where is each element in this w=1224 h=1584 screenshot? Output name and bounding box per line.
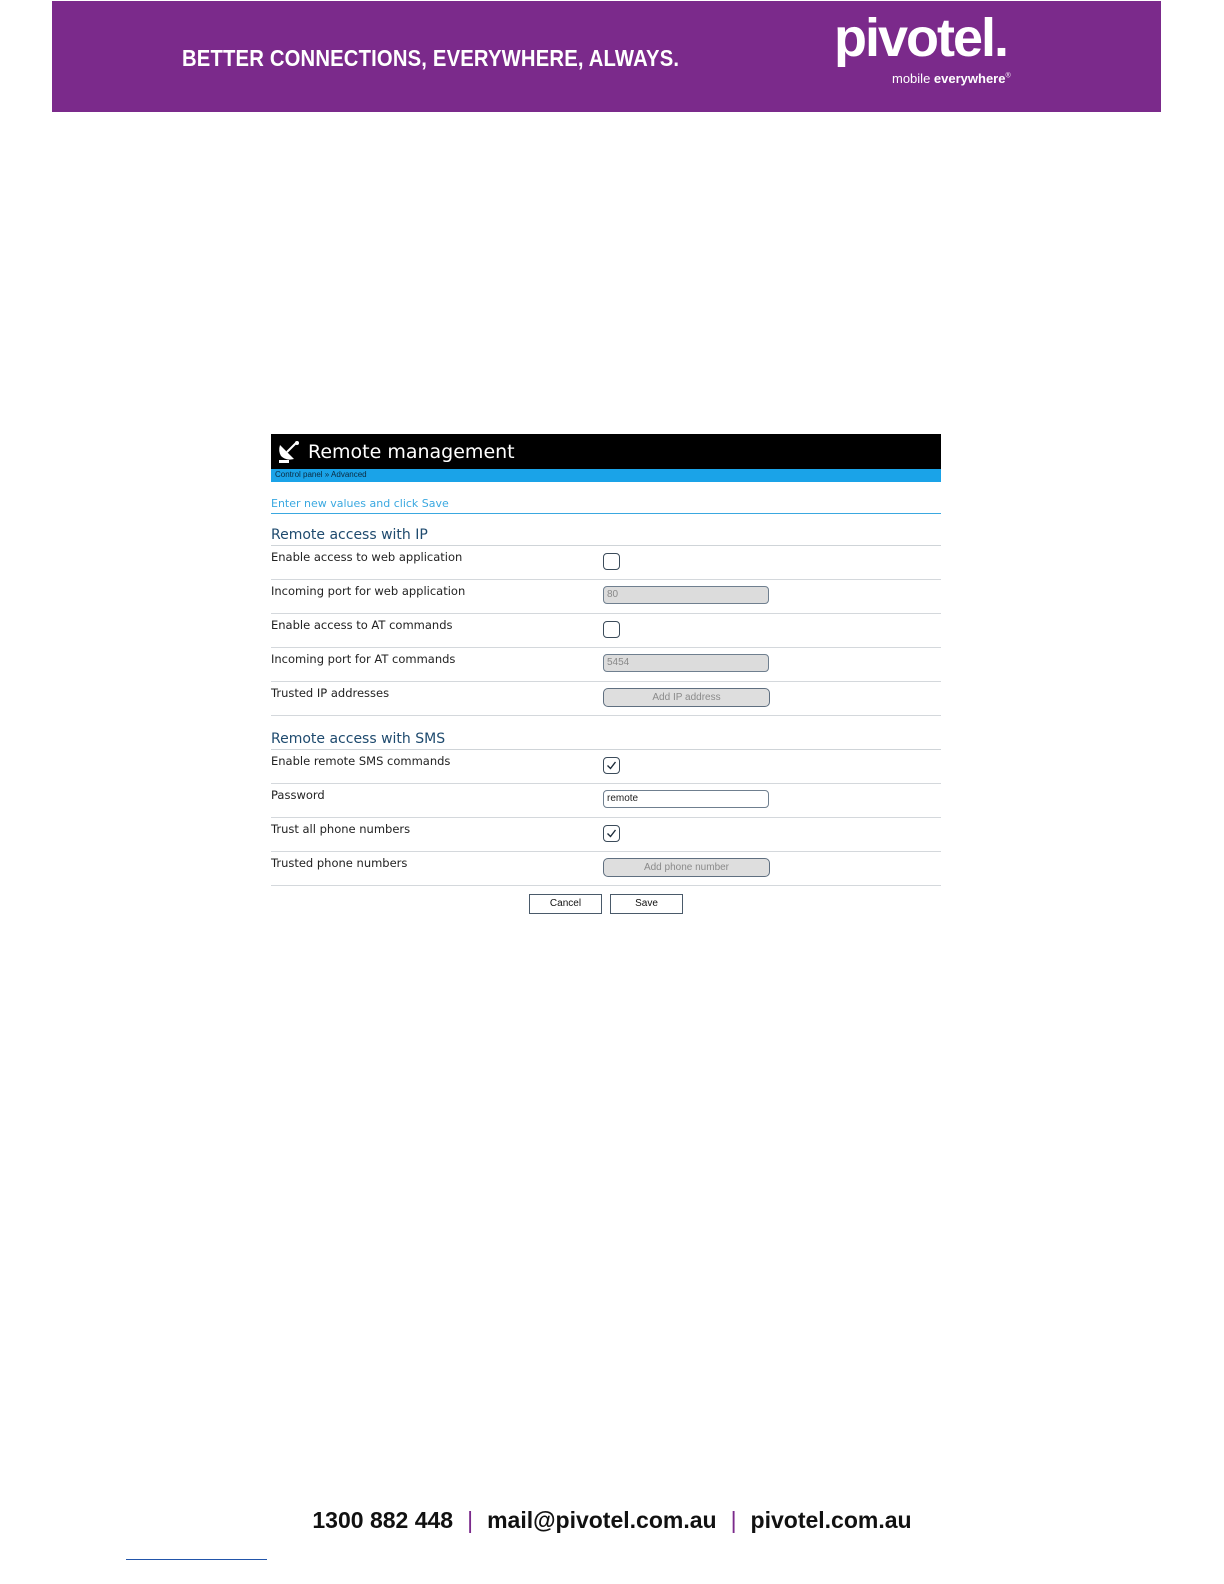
satellite-dish-icon — [276, 439, 302, 465]
section-title-sms: Remote access with SMS — [271, 730, 941, 750]
tagline: BETTER CONNECTIONS, EVERYWHERE, ALWAYS. — [182, 45, 680, 71]
row-label: Trust all phone numbers — [271, 822, 411, 836]
row-at-access — [271, 614, 941, 648]
web-port-field[interactable]: 80 — [603, 586, 769, 604]
footer-separator: | — [467, 1507, 474, 1533]
row-label: Incoming port for web application — [271, 584, 466, 598]
row-label: Incoming port for AT commands — [271, 652, 456, 666]
row-label: Trusted phone numbers — [271, 856, 408, 870]
row-trusted-ip — [271, 682, 941, 716]
add-ip-address-button[interactable]: Add IP address — [603, 688, 770, 707]
row-trusted-phones — [271, 852, 941, 886]
row-label: Password — [271, 788, 325, 802]
checkmark-icon — [606, 828, 617, 839]
footer-website[interactable]: pivotel.com.au — [750, 1507, 912, 1533]
footer-divider — [126, 1559, 267, 1560]
row-label: Enable access to web application — [271, 550, 463, 564]
footer-phone: 1300 882 448 — [312, 1507, 454, 1533]
at-access-checkbox[interactable] — [603, 621, 620, 638]
breadcrumb[interactable]: Control panel » Advanced — [271, 469, 941, 482]
row-at-port — [271, 648, 941, 682]
row-trust-all — [271, 818, 941, 852]
logo-slogan: mobile everywhere® — [892, 71, 1011, 86]
checkmark-icon — [606, 760, 617, 771]
sms-enable-checkbox[interactable] — [603, 757, 620, 774]
row-password — [271, 784, 941, 818]
web-access-checkbox[interactable] — [603, 553, 620, 570]
section-title-ip: Remote access with IP — [271, 526, 941, 546]
logo-wordmark: pivotel. — [834, 8, 1008, 68]
save-button[interactable]: Save — [610, 894, 683, 914]
at-port-field[interactable]: 5454 — [603, 654, 769, 672]
title-bar — [271, 434, 941, 469]
row-label: Trusted IP addresses — [271, 686, 390, 700]
header-banner — [52, 1, 1161, 112]
cancel-button[interactable]: Cancel — [529, 894, 602, 914]
row-web-access — [271, 546, 941, 580]
row-label: Enable remote SMS commands — [271, 754, 451, 768]
footer-email[interactable]: mail@pivotel.com.au — [487, 1507, 717, 1533]
footer-contact — [0, 1507, 1224, 1534]
instruction-text: Enter new values and click Save — [271, 496, 941, 514]
row-sms-enable — [271, 750, 941, 784]
trust-all-checkbox[interactable] — [603, 825, 620, 842]
pivotel-logo — [834, 8, 1044, 91]
page-title: Remote management — [308, 440, 515, 463]
form-actions — [271, 886, 941, 926]
add-phone-number-button[interactable]: Add phone number — [603, 858, 770, 877]
remote-management-panel — [271, 434, 941, 926]
password-field[interactable]: remote — [603, 790, 769, 808]
row-web-port — [271, 580, 941, 614]
footer-separator: | — [730, 1507, 737, 1533]
row-label: Enable access to AT commands — [271, 618, 453, 632]
